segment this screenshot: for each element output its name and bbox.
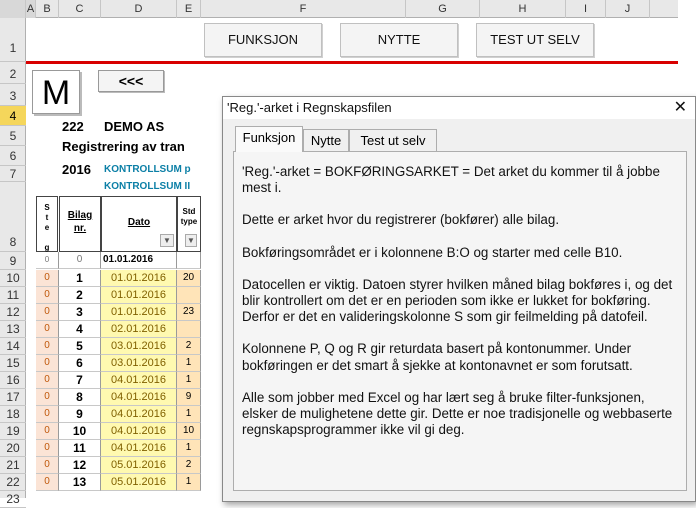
std-type-cell[interactable]: 1	[177, 440, 201, 457]
paragraph-3: Bokføringsområdet er i kolonnene B:O og starter med celle B10.	[242, 244, 623, 260]
worksheet	[26, 18, 687, 498]
row-header-5[interactable]: 5	[0, 126, 26, 146]
bilag-cell[interactable]: 6	[59, 355, 101, 372]
ste-cell[interactable]: 0	[36, 338, 59, 355]
dato-cell[interactable]: 01.01.2016	[101, 287, 177, 304]
ste-cell[interactable]: 0	[36, 287, 59, 304]
close-icon[interactable]: ✕	[673, 99, 687, 116]
bilag-cell[interactable]: 8	[59, 389, 101, 406]
column-header-e[interactable]: E	[177, 0, 201, 18]
row-header-10[interactable]: 10	[0, 270, 26, 287]
header-std-type: Std type	[177, 196, 201, 252]
year-label: 2016	[62, 162, 91, 177]
paragraph-5: Kolonnene P, Q og R gir returdata basert på kontonummer. Under bokføringen er det smart å sjekke at kontonavnet er som forutsatt.	[242, 341, 633, 373]
ste-cell[interactable]: 0	[36, 270, 59, 287]
info-dialog	[222, 96, 696, 502]
dato-cell[interactable]: 04.01.2016	[101, 389, 177, 406]
column-header-h[interactable]: H	[480, 0, 566, 18]
ste-start-cell[interactable]: 0	[36, 252, 59, 269]
ste-cell[interactable]: 0	[36, 372, 59, 389]
dato-cell[interactable]: 04.01.2016	[101, 372, 177, 389]
bilag-cell[interactable]: 1	[59, 270, 101, 287]
bilag-cell[interactable]: 13	[59, 474, 101, 491]
row-header-15[interactable]: 15	[0, 355, 26, 372]
control-sum-1: KONTROLLSUM p	[104, 164, 191, 175]
std-type-cell[interactable]: 9	[177, 389, 201, 406]
control-sum-2: KONTROLLSUM II	[104, 181, 191, 192]
row-header-2[interactable]: 2	[0, 62, 26, 84]
std-type-cell[interactable]: 1	[177, 372, 201, 389]
bilag-cell[interactable]: 9	[59, 406, 101, 423]
row-header-11[interactable]: 11	[0, 287, 26, 304]
std-type-cell[interactable]: 23	[177, 304, 201, 321]
dato-cell[interactable]: 04.01.2016	[101, 406, 177, 423]
dato-cell[interactable]: 01.01.2016	[101, 270, 177, 287]
dato-cell[interactable]: 02.01.2016	[101, 321, 177, 338]
column-header-b[interactable]: B	[36, 0, 59, 18]
row-header-19[interactable]: 19	[0, 423, 26, 440]
column-header-bar	[0, 0, 678, 18]
tab-panel-funksjon	[233, 151, 687, 491]
row-header-13[interactable]: 13	[0, 321, 26, 338]
company-number: 222	[62, 119, 84, 134]
paragraph-1: 'Reg.'-arket = BOKFØRINGSARKET = Det arket du kommer til å jobbe mest i.	[242, 164, 660, 196]
dato-cell[interactable]: 01.01.2016	[101, 304, 177, 321]
row-header-17[interactable]: 17	[0, 389, 26, 406]
bilag-cell[interactable]: 2	[59, 287, 101, 304]
select-all-corner[interactable]	[0, 0, 26, 18]
std-type-cell[interactable]	[177, 321, 201, 338]
menu-m-button[interactable]: M	[32, 70, 80, 114]
ste-cell[interactable]: 0	[36, 389, 59, 406]
row-header-9[interactable]: 9	[0, 252, 26, 270]
bilag-cell[interactable]: 12	[59, 457, 101, 474]
bilag-cell[interactable]: 5	[59, 338, 101, 355]
dato-cell[interactable]: 04.01.2016	[101, 440, 177, 457]
nytte-button[interactable]: NYTTE	[340, 23, 458, 57]
std-type-cell[interactable]: 1	[177, 406, 201, 423]
header-bilag: Bilag nr.	[59, 196, 101, 252]
ste-cell[interactable]: 0	[36, 304, 59, 321]
std-type-cell[interactable]: 2	[177, 457, 201, 474]
std-filter-dropdown-icon[interactable]: ▼	[185, 234, 197, 247]
header-dato: Dato	[101, 196, 177, 252]
paragraph-2: Dette er arket hvor du registrerer (bokfører) alle bilag.	[242, 212, 560, 228]
std-type-cell[interactable]: 10	[177, 423, 201, 440]
dato-start-cell[interactable]: 01.01.2016	[101, 252, 177, 269]
row-header-22[interactable]: 22	[0, 474, 26, 491]
std-start-cell[interactable]	[177, 252, 201, 269]
std-type-cell[interactable]: 1	[177, 474, 201, 491]
ste-cell[interactable]: 0	[36, 321, 59, 338]
column-header-d[interactable]: D	[101, 0, 177, 18]
row-header-1[interactable]: 1	[0, 18, 26, 62]
dato-cell[interactable]: 03.01.2016	[101, 338, 177, 355]
header-divider	[26, 61, 678, 64]
row-header-21[interactable]: 21	[0, 457, 26, 474]
row-header-18[interactable]: 18	[0, 406, 26, 423]
dato-cell[interactable]: 03.01.2016	[101, 355, 177, 372]
ste-cell[interactable]: 0	[36, 457, 59, 474]
column-header-f[interactable]: F	[201, 0, 406, 18]
column-header-a[interactable]: A	[26, 0, 36, 18]
row-header-16[interactable]: 16	[0, 372, 26, 389]
row-header-7[interactable]: 7	[0, 166, 26, 182]
column-header-i[interactable]: I	[566, 0, 606, 18]
bilag-cell[interactable]: 7	[59, 372, 101, 389]
row-header-23[interactable]: 23	[0, 491, 26, 508]
funksjon-button[interactable]: FUNKSJON	[204, 23, 322, 57]
paragraph-4: Datocellen er viktig. Datoen styrer hvilken måned bilag bokføres i, og det blir kontrollert om det er en perioden som ikke er lukket for bokføring. Derfor er det en valideringskolonne S som gir feilmelding på datofeil.	[242, 276, 673, 325]
bilag-start-cell[interactable]: 0	[59, 252, 101, 269]
row-header-3[interactable]: 3	[0, 84, 26, 106]
header-ste: S t e g	[36, 196, 58, 252]
dato-cell[interactable]: 05.01.2016	[101, 474, 177, 491]
std-type-cell[interactable]: 1	[177, 355, 201, 372]
column-header-j[interactable]: J	[606, 0, 650, 18]
company-name: DEMO AS	[104, 119, 165, 134]
sheet-subtitle: Registrering av tran	[62, 139, 185, 154]
std-type-cell[interactable]	[177, 287, 201, 304]
dato-cell[interactable]: 04.01.2016	[101, 423, 177, 440]
std-type-cell[interactable]: 2	[177, 338, 201, 355]
row-header-6[interactable]: 6	[0, 146, 26, 166]
row-header-12[interactable]: 12	[0, 304, 26, 321]
paragraph-6: Alle som jobber med Excel og har lært seg å bruke filter-funksjonen, elsker de mulighetene dette gir. Dette er noe tradisjonelle og webbaserte regnskapsprogrammer ikke vil gi deg.	[242, 389, 673, 438]
tab-test-ut-selv[interactable]: Test ut selv	[349, 129, 437, 151]
column-header-c[interactable]: C	[59, 0, 101, 18]
std-type-cell[interactable]: 20	[177, 270, 201, 287]
row-header-4[interactable]: 4	[0, 106, 26, 126]
ste-cell[interactable]: 0	[36, 474, 59, 491]
ste-cell[interactable]: 0	[36, 355, 59, 372]
ste-cell[interactable]: 0	[36, 423, 59, 440]
back-button[interactable]: <<<	[98, 70, 164, 92]
bilag-cell[interactable]: 4	[59, 321, 101, 338]
dato-cell[interactable]: 05.01.2016	[101, 457, 177, 474]
bilag-cell[interactable]: 3	[59, 304, 101, 321]
bilag-cell[interactable]: 10	[59, 423, 101, 440]
ste-cell[interactable]: 0	[36, 406, 59, 423]
dialog-title: 'Reg.'-arket i Regnskapsfilen	[223, 97, 695, 119]
tab-funksjon[interactable]: Funksjon	[235, 126, 303, 152]
row-header-14[interactable]: 14	[0, 338, 26, 355]
ste-cell[interactable]: 0	[36, 440, 59, 457]
tab-nytte[interactable]: Nytte	[303, 129, 349, 151]
bilag-cell[interactable]: 11	[59, 440, 101, 457]
row-header-8[interactable]: 8	[0, 182, 26, 252]
row-header-bar	[0, 18, 26, 506]
test-ut-selv-button[interactable]: TEST UT SELV	[476, 23, 594, 57]
column-header-g[interactable]: G	[406, 0, 480, 18]
dato-filter-dropdown-icon[interactable]: ▼	[160, 234, 174, 247]
row-header-20[interactable]: 20	[0, 440, 26, 457]
